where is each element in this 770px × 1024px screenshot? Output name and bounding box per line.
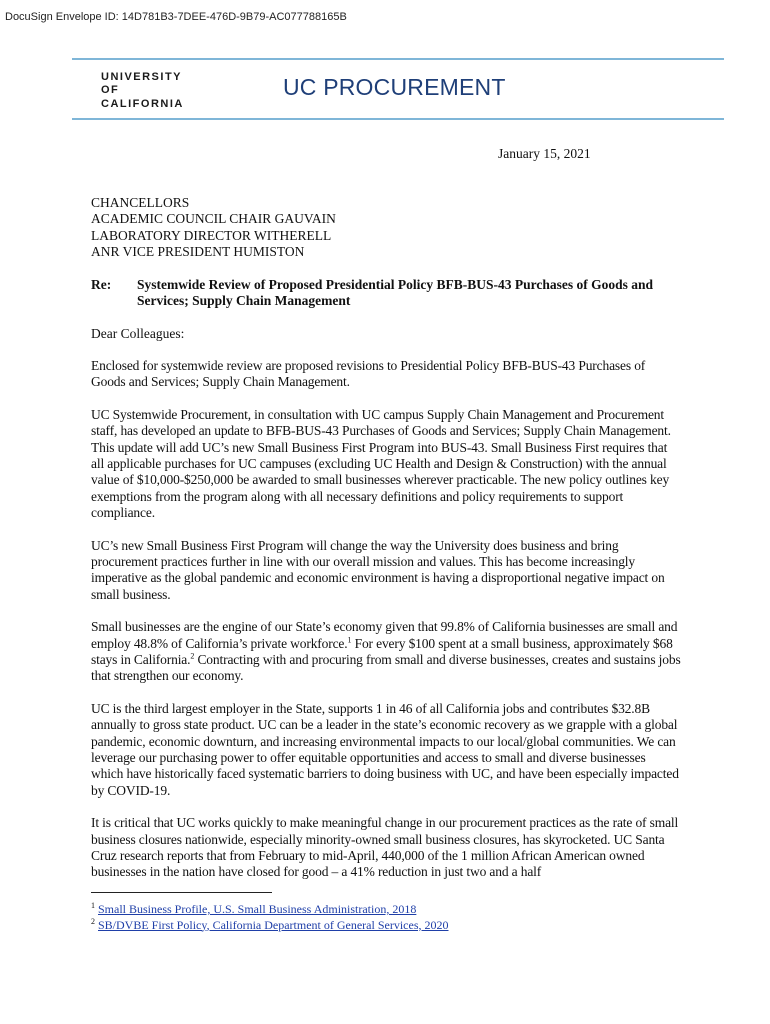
re-subject: Systemwide Review of Proposed Presidential Policy BFB-BUS-43 Purchases of Goods and Services; Supply Chain Management — [137, 277, 653, 309]
re-label: Re: — [91, 277, 112, 292]
body-paragraph: UC Systemwide Procurement, in consultation with UC campus Supply Chain Management and Procurement staff, has developed an update to BFB-BUS-43 Purchases of Goods and Services; Supply Chain Management. This update will add UC’s new Small Business First Program into BUS-43. Small Business First requires that all applicable purchases for UC campuses (excluding UC Health and Design & Construction) with the annual value of $10,000-$250,000 be awarded to small businesses wherever practicable. The new policy outlines key exemptions from the program along with all necessary definitions and policy requirements to support compliance. — [91, 406, 671, 521]
footnote-link[interactable]: SB/DVBE First Policy, California Department of General Services, 2020 — [98, 917, 449, 932]
logo-line: UNIVERSITY — [101, 71, 183, 83]
paragraph-text: For every $100 spent at a small business, approximately $68 stays in California. — [91, 635, 673, 668]
footnote-ref: 2 — [190, 651, 195, 661]
recipient-line: LABORATORY DIRECTOR WITHERELL — [91, 227, 332, 243]
footnote-number: 1 — [91, 901, 95, 910]
body-paragraph: Enclosed for systemwide review are proposed revisions to Presidential Policy BFB-BUS-43 Purchases of Goods and Services; Supply Chain Management. — [91, 358, 646, 390]
recipient-line: CHANCELLORS — [91, 195, 190, 210]
footnote-item — [91, 902, 449, 918]
footnote-ref: 1 — [347, 635, 352, 645]
footnote-divider — [91, 892, 272, 893]
footnotes — [91, 902, 449, 933]
header-top-rule — [72, 58, 724, 60]
envelope-id: DocuSign Envelope ID: 14D781B3-7DEE-476D-9B79-AC077788165B — [5, 11, 347, 23]
recipients-block — [91, 195, 336, 260]
paragraph-text: Contracting with and procuring from small and diverse businesses, creates and sustains jobs that strengthen our economy. — [91, 652, 681, 684]
footnote-number: 2 — [91, 916, 95, 926]
salutation: Dear Colleagues: — [91, 326, 185, 341]
header-bottom-rule — [72, 118, 724, 120]
letter-body — [91, 358, 681, 897]
body-paragraph: It is critical that UC works quickly to make meaningful change in our procurement practices as the rate of small business closures nationwide, especially minority-owned small business closures, has skyrocketed. UC Santa Cruz research reports that from February to mid-April, 440,000 of the 1 million African American owned businesses in the nation have closed for good – a 41% reduction in just two and a half — [91, 815, 679, 880]
body-paragraph — [91, 619, 681, 684]
body-paragraph: UC’s new Small Business First Program will change the way the University does business and bring procurement practices further in line with our overall mission and values. This has become increasingly imperative as the global pandemic and economic environment is having a disproportional negative impact on small business. — [91, 537, 665, 602]
logo-line: OF — [101, 84, 120, 97]
recipient-line: ACADEMIC COUNCIL CHAIR GAUVAIN — [91, 211, 336, 227]
paragraph-text: Small businesses are the engine of our State’s economy given that 99.8% of California businesses are small and employ 48.8% of California’s private workforce. — [91, 619, 678, 651]
recipient-line: ANR VICE PRESIDENT HUMISTON — [91, 243, 305, 259]
logo-line: CALIFORNIA — [101, 97, 184, 110]
letter-date: January 15, 2021 — [498, 146, 591, 161]
letterhead-title: UC PROCUREMENT — [283, 74, 506, 100]
footnote-link[interactable]: Small Business Profile, U.S. Small Business Administration, 2018 — [98, 902, 417, 916]
footnote-item — [91, 918, 449, 934]
body-paragraph: UC is the third largest employer in the State, supports 1 in 46 of all California jobs and contributes $32.8B annually to gross state product. UC can be a leader in the state’s economic recovery as we grapple with a global pandemic, economic downturn, and increasing environmental impacts to our local/global communities. We can leverage our purchasing power to offer equitable opportunities and access to small and diverse businesses which have historically faced systematic barriers to doing business with UC, and have been especially impacted by COVID-19. — [91, 701, 679, 798]
university-logo — [101, 71, 184, 111]
